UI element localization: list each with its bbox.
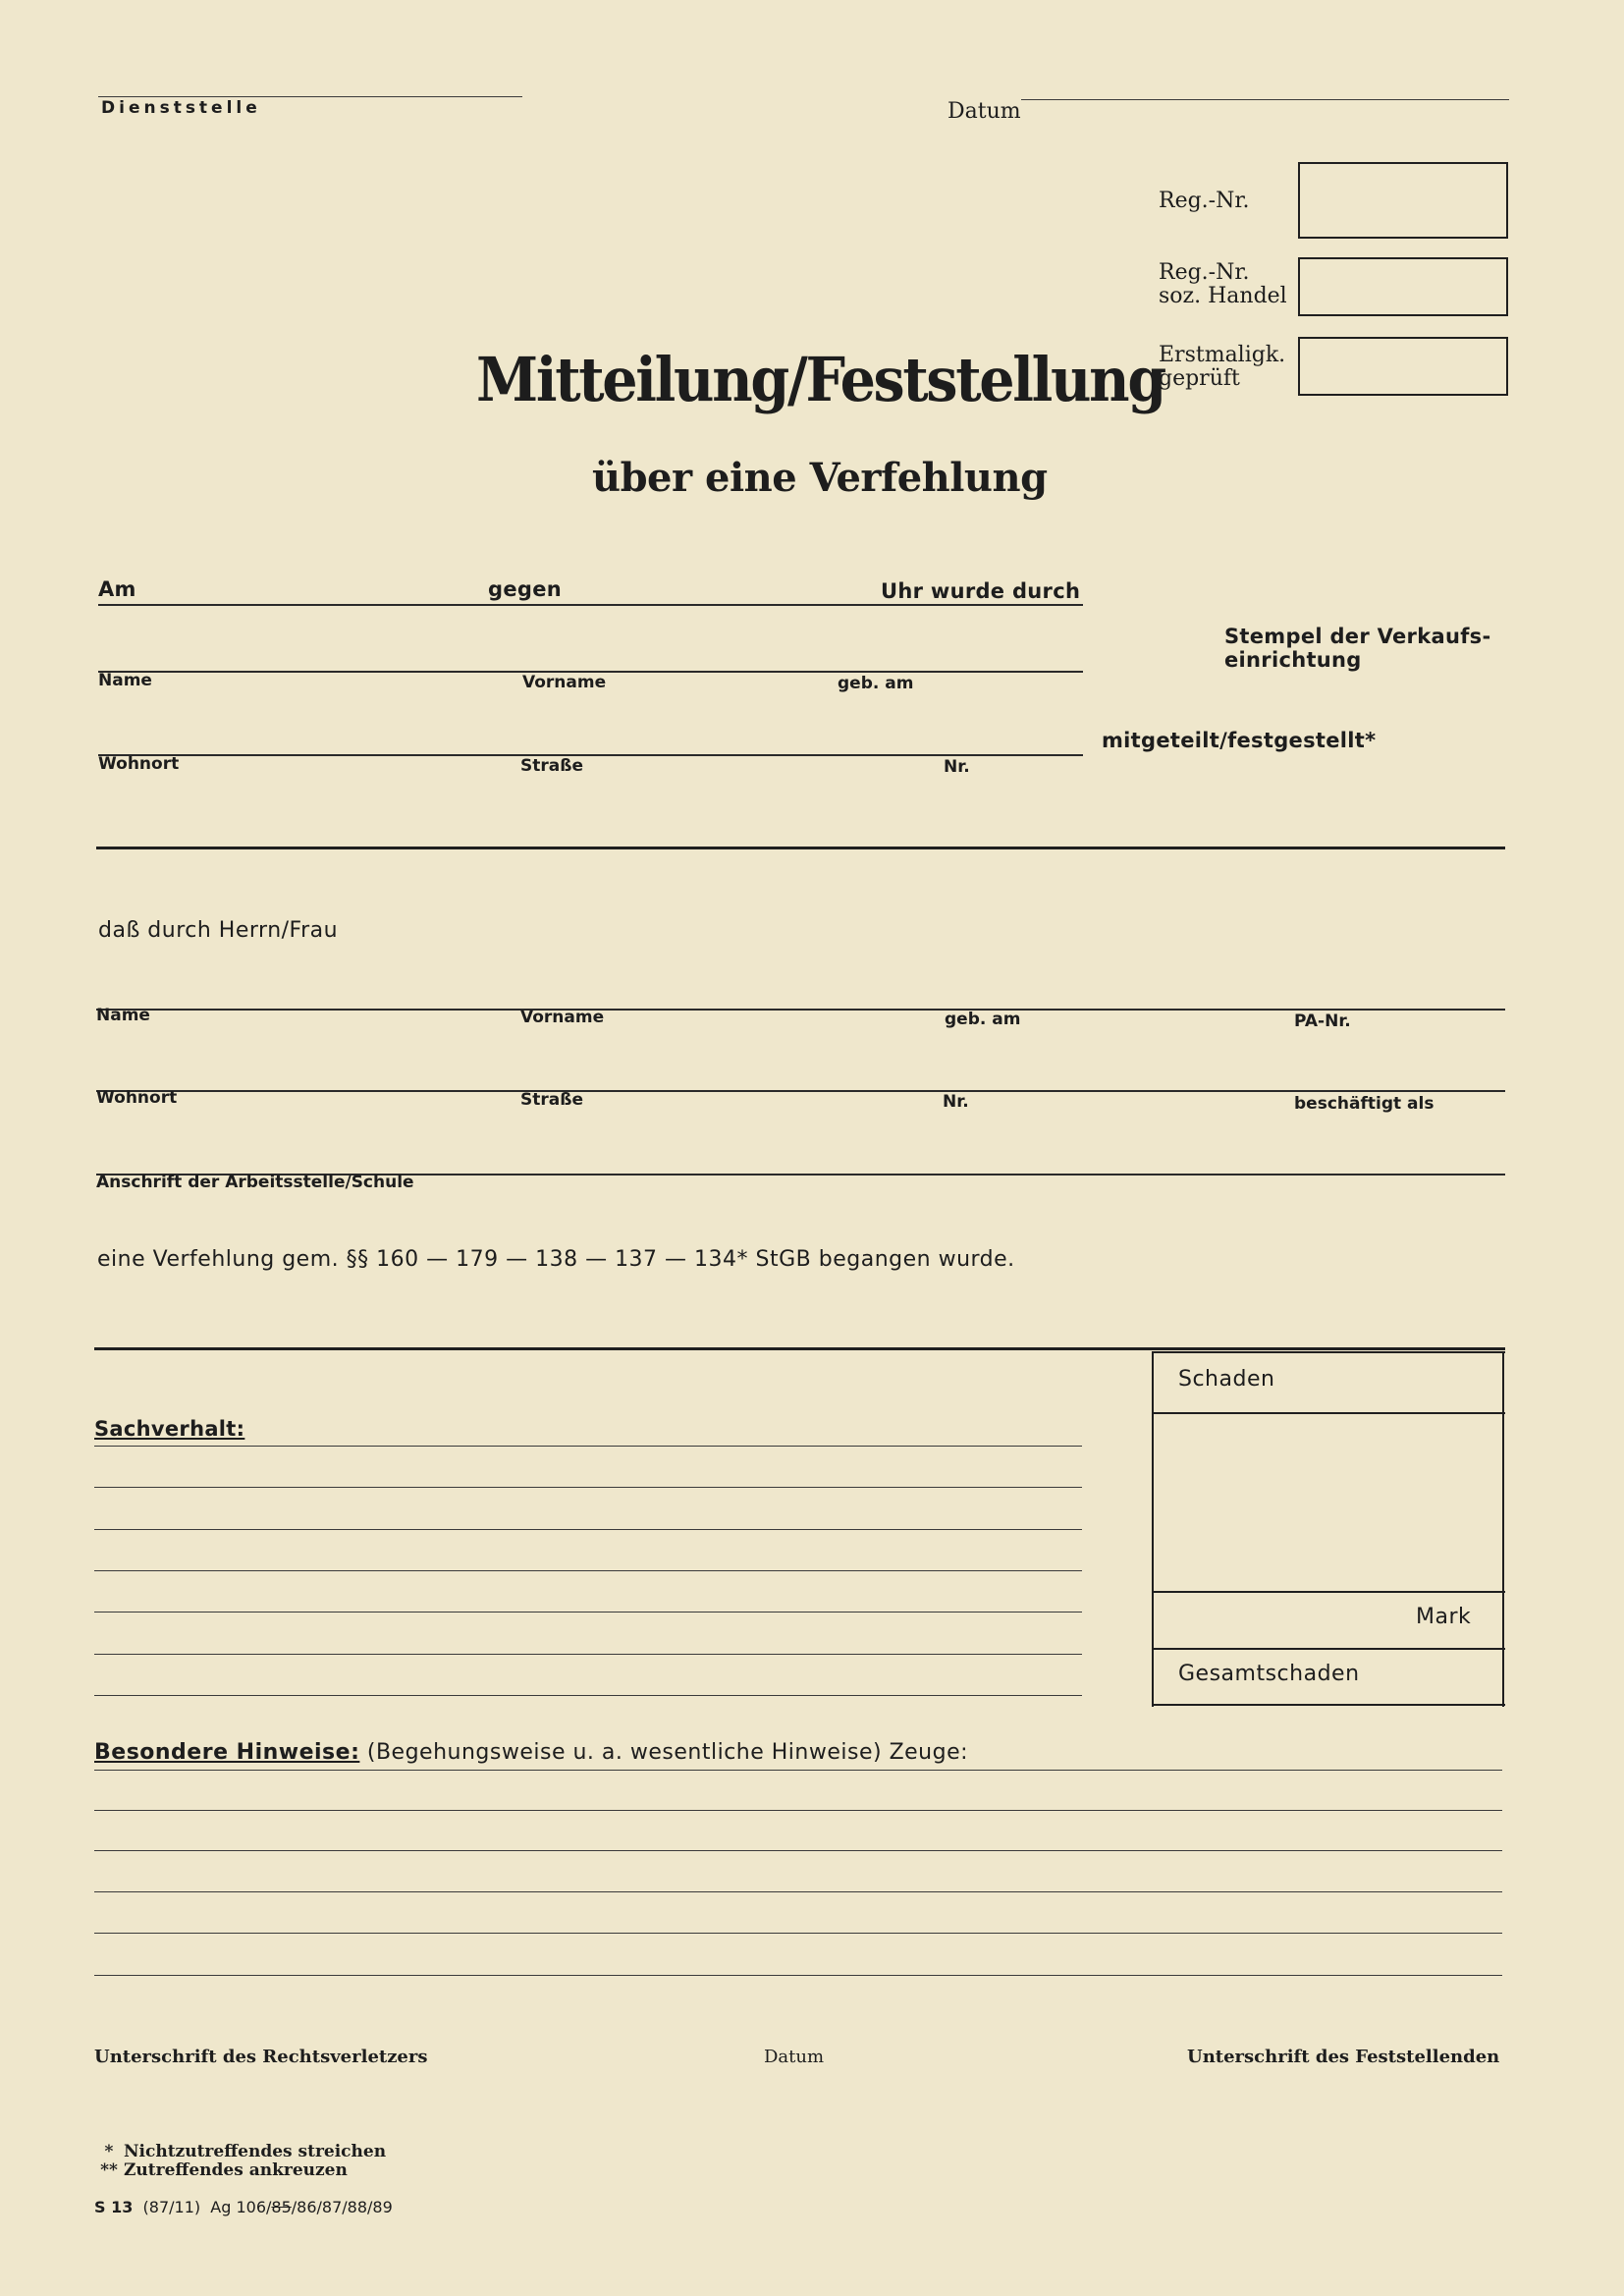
ag-suffix: /86/87/88/89 [291, 2198, 393, 2216]
page-title: Mitteilung/Feststellung [476, 344, 1164, 415]
anschrift-label: Anschrift der Arbeitsstelle/Schule [96, 1173, 414, 1192]
schaden-box-left [1152, 1351, 1154, 1707]
vorname-label-1: Vorname [522, 673, 607, 692]
sachverhalt-line-5[interactable] [94, 1612, 1082, 1613]
stempel-label [1224, 625, 1490, 672]
gegen-label: gegen [488, 577, 562, 601]
mitgeteilt-label: mitgeteilt/festgestellt* [1102, 729, 1377, 752]
wohnort-label-1: Wohnort [98, 754, 180, 774]
erstmalig-label [1159, 344, 1285, 391]
verfehlung-text: eine Verfehlung gem. §§ 160 — 179 — 138 — 137 — 134* StGB begangen wurde. [97, 1247, 1015, 1272]
signature-rechtsverletzer: Unterschrift des Rechtsverletzers [94, 2047, 428, 2067]
name-line-2[interactable] [96, 1009, 1505, 1011]
form-code [94, 2198, 393, 2216]
hinweise-label [94, 1740, 968, 1765]
vorname-label-2: Vorname [520, 1008, 605, 1027]
am-label: Am [98, 577, 136, 601]
strasse-label-1: Straße [520, 756, 583, 776]
geb-am-label-1: geb. am [838, 674, 914, 693]
sachverhalt-line-4[interactable] [94, 1570, 1082, 1571]
signature-feststellende: Unterschrift des Feststellenden [1187, 2047, 1500, 2067]
sachverhalt-label: Sachverhalt: [94, 1417, 245, 1441]
reg-nr-soz-line2: soz. Handel [1159, 284, 1287, 308]
sachverhalt-line-3[interactable] [94, 1529, 1082, 1530]
schaden-label: Schaden [1178, 1367, 1275, 1392]
section-divider-1 [96, 847, 1505, 849]
footnote-2 [94, 2161, 386, 2180]
form-version: (87/11) [142, 2198, 201, 2216]
dass-durch-label: daß durch Herrn/Frau [98, 918, 339, 943]
footnote-2-text: Zutreffendes ankreuzen [124, 2160, 348, 2180]
sachverhalt-line-2[interactable] [94, 1487, 1082, 1488]
reg-nr-soz-line1: Reg.-Nr. [1159, 260, 1250, 285]
footnotes [94, 2143, 386, 2180]
erstmalig-line2: geprüft [1159, 366, 1240, 391]
hinweise-line-5[interactable] [94, 1933, 1502, 1934]
signature-datum: Datum [764, 2047, 825, 2067]
schaden-header-divider [1152, 1412, 1505, 1414]
schaden-box-bottom [1152, 1704, 1505, 1706]
hinweise-label-rest: (Begehungsweise u. a. wesentliche Hinweise) Zeuge: [366, 1740, 969, 1765]
hinweise-line-6[interactable] [94, 1975, 1502, 1976]
footnote-1-text: Nichtzutreffendes streichen [124, 2142, 387, 2161]
ag-struck: 85 [271, 2198, 292, 2216]
schaden-mark-divider [1152, 1591, 1505, 1593]
reg-nr-label: Reg.-Nr. [1159, 189, 1250, 213]
hinweise-line-1[interactable] [94, 1770, 1502, 1771]
pa-nr-label: PA-Nr. [1294, 1011, 1351, 1031]
sachverhalt-line-7[interactable] [94, 1695, 1082, 1696]
footnote-1 [94, 2143, 386, 2161]
sachverhalt-line-6[interactable] [94, 1654, 1082, 1655]
wohnort-label-2: Wohnort [96, 1088, 178, 1108]
section-divider-2 [94, 1347, 1505, 1350]
nr-label-1: Nr. [944, 757, 970, 777]
gesamtschaden-divider [1152, 1648, 1505, 1650]
page-subtitle: über eine Verfehlung [592, 455, 1048, 501]
datum-label: Datum [947, 99, 1021, 124]
reg-nr-soz-label [1159, 261, 1287, 308]
beschaeftigt-label: beschäftigt als [1294, 1094, 1435, 1114]
reg-nr-soz-box[interactable] [1298, 257, 1508, 316]
footnote-1-mark: * [104, 2142, 114, 2161]
mark-label: Mark [1416, 1605, 1472, 1629]
name-label-1: Name [98, 671, 152, 690]
hinweise-line-3[interactable] [94, 1850, 1502, 1851]
name-label-2: Name [96, 1006, 150, 1025]
gesamtschaden-label: Gesamtschaden [1178, 1662, 1360, 1686]
ag-prefix: Ag 106/ [210, 2198, 272, 2216]
footnote-2-mark: ** [100, 2160, 118, 2180]
erstmalig-line1: Erstmaligk. [1159, 343, 1286, 367]
wohnort-line-2[interactable] [96, 1090, 1505, 1092]
stempel-line2: einrichtung [1224, 648, 1362, 672]
hinweise-label-bold: Besondere Hinweise: [94, 1740, 360, 1765]
schaden-amount-field[interactable] [1157, 1416, 1500, 1588]
dienststelle-label: Dienststelle [101, 98, 261, 118]
erstmalig-box[interactable] [1298, 337, 1508, 396]
geb-am-label-2: geb. am [945, 1010, 1021, 1029]
wohnort-line-1[interactable] [98, 754, 1083, 756]
hinweise-line-2[interactable] [94, 1810, 1502, 1811]
reg-nr-box[interactable] [1298, 162, 1508, 239]
uhr-wurde-durch-label: Uhr wurde durch [881, 579, 1081, 603]
dienststelle-line[interactable] [98, 96, 522, 97]
am-line[interactable] [98, 604, 1083, 606]
hinweise-line-4[interactable] [94, 1891, 1502, 1892]
sachverhalt-line-1[interactable] [94, 1446, 1082, 1447]
schaden-box-top [1152, 1351, 1505, 1353]
stempel-line1: Stempel der Verkaufs- [1224, 625, 1491, 648]
nr-label-2: Nr. [943, 1092, 969, 1112]
schaden-box-right [1502, 1351, 1504, 1707]
strasse-label-2: Straße [520, 1090, 583, 1110]
datum-line[interactable] [1021, 99, 1509, 100]
form-code-id: S 13 [94, 2198, 134, 2216]
